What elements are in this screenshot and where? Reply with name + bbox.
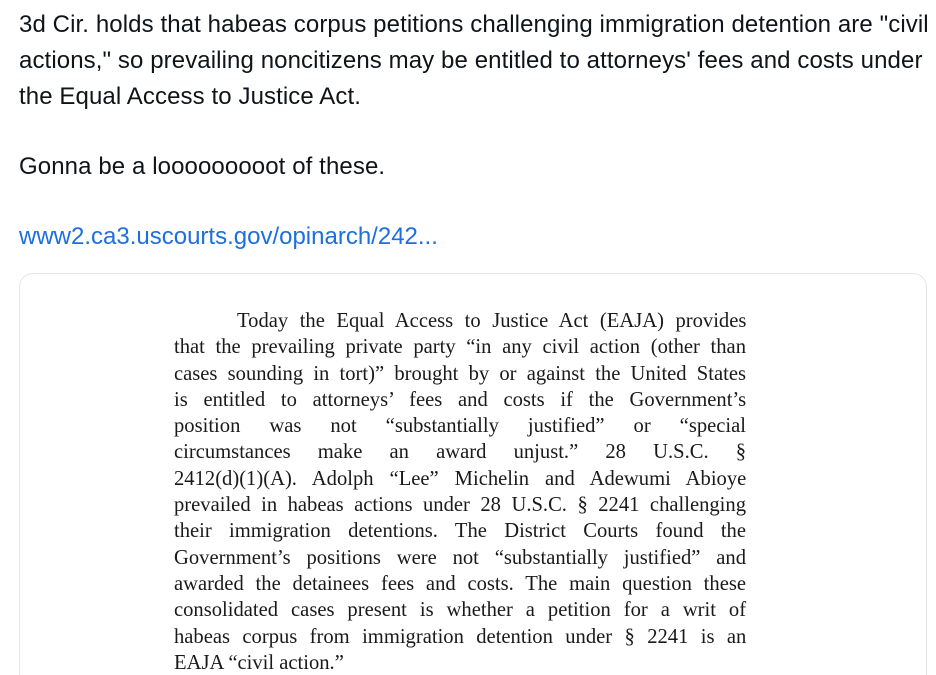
- excerpt-line: EAJA “civil action.”: [174, 651, 344, 674]
- image-embed-card[interactable]: [19, 273, 927, 675]
- excerpt-line: Government’s positions were not “substantially justified” and: [174, 546, 746, 569]
- excerpt-line: is entitled to attorneys’ fees and costs if the Government’s: [174, 388, 747, 411]
- excerpt-line: awarded the detainees fees and costs. The main question these: [174, 572, 746, 595]
- excerpt-line: position was not “substantially justified” or “special: [174, 415, 746, 438]
- post-body: [19, 7, 929, 255]
- court-opinion-excerpt: [174, 308, 746, 675]
- excerpt-line: Today the Equal Access to Justice Act (EAJA) provides: [237, 310, 747, 332]
- excerpt-line: their immigration detentions. The District Courts found the: [174, 520, 746, 543]
- opinion-link[interactable]: www2.ca3.uscourts.gov/opinarch/242...: [19, 223, 438, 250]
- excerpt-line: circumstances make an award unjust.” 28 U.S.C. §: [174, 441, 747, 464]
- excerpt-line: 2412(d)(1)(A). Adolph “Lee” Michelin and Adewumi Abioye: [174, 467, 747, 490]
- post-text-paragraph-2: Gonna be a looooooooot of these.: [19, 153, 386, 180]
- excerpt-line: prevailed in habeas actions under 28 U.S.C. § 2241 challenging: [174, 494, 746, 517]
- excerpt-line: habeas corpus from immigration detention under § 2241 is an: [174, 625, 747, 648]
- excerpt-line: that the prevailing private party “in any civil action (other than: [174, 336, 746, 359]
- excerpt-line: consolidated cases present is whether a petition for a writ of: [174, 599, 747, 622]
- post-text-paragraph-1: 3d Cir. holds that habeas corpus petitions challenging immigration detention are "civil actions," so prevailing noncitizens may be entitled to attorneys' fees and costs under the Equal Access to Justice Act.: [19, 11, 929, 110]
- excerpt-line: cases sounding in tort)” brought by or against the United States: [174, 362, 746, 385]
